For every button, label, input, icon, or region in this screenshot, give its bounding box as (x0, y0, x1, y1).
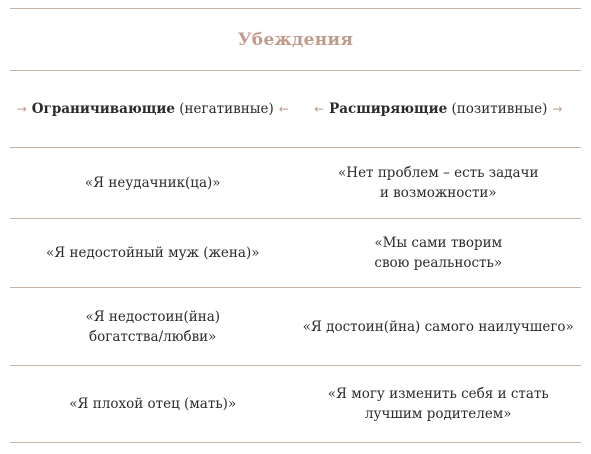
limiting-belief: «Я недостоин(йна) богатства/любви» (85, 308, 221, 345)
header-expanding-subtitle: (позитивные) (451, 101, 548, 117)
table-row (10, 148, 581, 218)
beliefs-table (10, 8, 581, 443)
arrow-right-icon: → (16, 102, 27, 116)
title-row (10, 9, 581, 70)
divider (10, 442, 581, 443)
header-row (10, 71, 581, 147)
arrow-left-icon: ← (314, 102, 325, 116)
limiting-belief: «Я неудачник(ца)» (84, 175, 221, 191)
arrow-left-icon: ← (278, 102, 289, 116)
table-row (10, 288, 581, 365)
header-limiting (10, 99, 296, 119)
arrow-right-icon: → (552, 102, 563, 116)
limiting-belief: «Я плохой отец (мать)» (69, 396, 237, 412)
header-expanding (296, 99, 582, 119)
table-title: Убеждения (237, 29, 354, 50)
limiting-belief: «Я недостойный муж (жена)» (46, 245, 260, 261)
table-row (10, 366, 581, 442)
table-row (10, 219, 581, 287)
header-limiting-subtitle: (негативные) (179, 101, 274, 117)
expanding-belief: «Нет проблем – есть задачи и возможности» (338, 165, 539, 201)
expanding-belief: «Я могу изменить себя и стать лучшим родителем» (327, 386, 549, 422)
header-limiting-title: Ограничивающие (31, 101, 175, 117)
expanding-belief: «Мы сами творим свою реальность» (374, 235, 503, 271)
expanding-belief: «Я достоин(йна) самого наилучшего» (302, 318, 574, 335)
header-expanding-title: Расширяющие (329, 101, 448, 117)
